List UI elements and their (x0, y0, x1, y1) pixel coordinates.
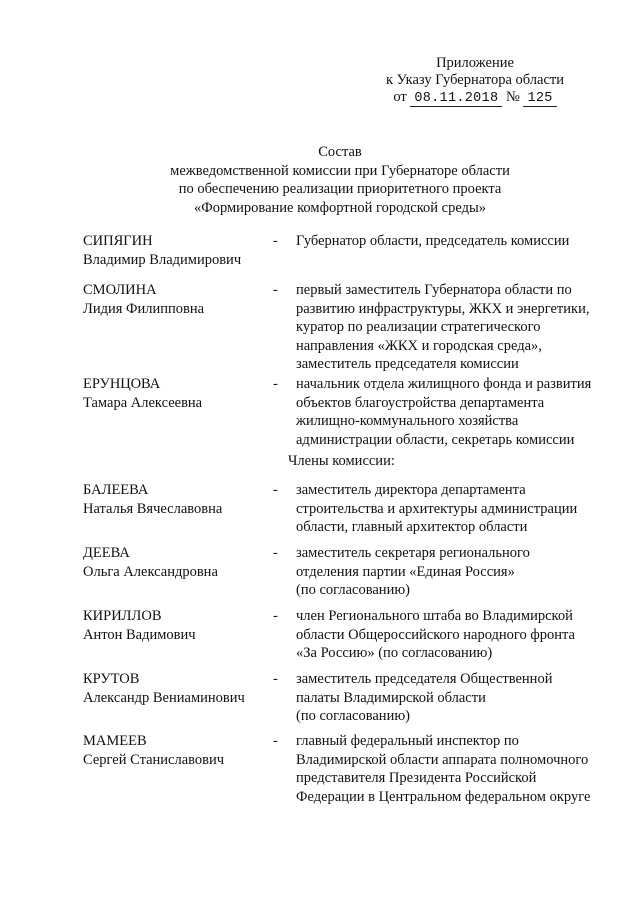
member-surname: МАМЕЕВ (83, 733, 147, 749)
member-role (296, 732, 626, 806)
role-line: области, главный архитектор области (296, 519, 528, 535)
members-heading: Члены комиссии: (288, 453, 395, 469)
role-line: заместитель секретаря регионального (296, 545, 530, 561)
role-line: куратор по реализации стратегического (296, 319, 541, 335)
role-line: «За Россию» (по согласованию) (296, 645, 493, 661)
entry-dash: - (273, 282, 278, 298)
role-line: заместитель директора департамента (296, 482, 526, 498)
role-line: Губернатор области, председатель комиссии (296, 233, 570, 249)
appendix-reference: к Указу Губернатора области (386, 72, 564, 88)
entry-dash: - (273, 482, 278, 498)
member-given-name: Александр Вениаминович (83, 689, 245, 706)
member-surname: СМОЛИНА (83, 282, 157, 298)
role-line: Федерации в Центральном федеральном округе (296, 788, 591, 805)
member-given-name: Владимир Владимирович (83, 251, 242, 268)
role-line: администрации области, секретарь комиссии (296, 431, 575, 448)
member-role (296, 375, 626, 449)
role-line: представителя Президента Российской (296, 770, 537, 786)
role-line: строительства и архитектуры администрации (296, 500, 578, 517)
member-surname: СИПЯГИН (83, 233, 153, 249)
role-line: жилищно-коммунального хозяйства (296, 413, 519, 429)
member-role (296, 670, 626, 726)
number-sign: № (505, 89, 520, 105)
document-title (60, 143, 620, 217)
role-line: член Регионального штаба во Владимирской (296, 608, 573, 624)
member-surname: ДЕЕВА (83, 545, 130, 561)
title-line: межведомственной комиссии при Губернаторе области (170, 162, 510, 179)
role-line: заместитель председателя Общественной (296, 671, 553, 687)
member-role (296, 607, 626, 663)
appendix-title: Приложение (436, 55, 514, 71)
role-line: (по согласованию) (296, 582, 410, 598)
date-prefix: от (393, 89, 407, 105)
role-line: области Общероссийского народного фронта (296, 626, 575, 643)
role-line: Владимирской области аппарата полномочного (296, 751, 589, 768)
member-given-name: Лидия Филипповна (83, 300, 205, 317)
entry-dash: - (273, 233, 278, 249)
member-role (296, 232, 626, 251)
role-line: главный федеральный инспектор по (296, 733, 519, 749)
role-line: начальник отдела жилищного фонда и развития (296, 376, 592, 392)
member-role (296, 544, 626, 600)
role-line: (по согласованию) (296, 708, 410, 724)
member-role (296, 481, 626, 537)
title-line: Состав (318, 144, 362, 160)
title-line: «Формирование комфортной городской среды» (194, 199, 486, 216)
member-surname: ЕРУНЦОВА (83, 376, 161, 392)
appendix-block (360, 55, 590, 107)
entry-dash: - (273, 545, 278, 561)
appendix-date-line (360, 89, 590, 107)
member-given-name: Сергей Станиславович (83, 751, 225, 768)
role-line: объектов благоустройства департамента (296, 394, 545, 411)
role-line: первый заместитель Губернатора области по (296, 282, 572, 298)
member-surname: БАЛЕЕВА (83, 482, 149, 498)
member-surname: КИРИЛЛОВ (83, 608, 162, 624)
role-line: развитию инфраструктуры, ЖКХ и энергетики, (296, 300, 590, 317)
member-given-name: Наталья Вячеславовна (83, 500, 223, 517)
entry-dash: - (273, 671, 278, 687)
decree-number: 125 (523, 91, 556, 107)
member-given-name: Тамара Алексеевна (83, 394, 203, 411)
role-line: палаты Владимирской области (296, 689, 486, 706)
member-surname: КРУТОВ (83, 671, 140, 687)
member-role (296, 281, 626, 374)
entry-dash: - (273, 733, 278, 749)
role-line: направления «ЖКХ и городская среда», (296, 337, 542, 354)
role-line: заместитель председателя комиссии (296, 356, 519, 372)
role-line: отделения партии «Единая Россия» (296, 563, 515, 580)
entry-dash: - (273, 376, 278, 392)
title-line: по обеспечению реализации приоритетного проекта (178, 181, 502, 197)
member-given-name: Антон Вадимович (83, 626, 196, 643)
decree-date: 08.11.2018 (410, 91, 502, 107)
member-given-name: Ольга Александровна (83, 563, 218, 580)
entry-dash: - (273, 608, 278, 624)
